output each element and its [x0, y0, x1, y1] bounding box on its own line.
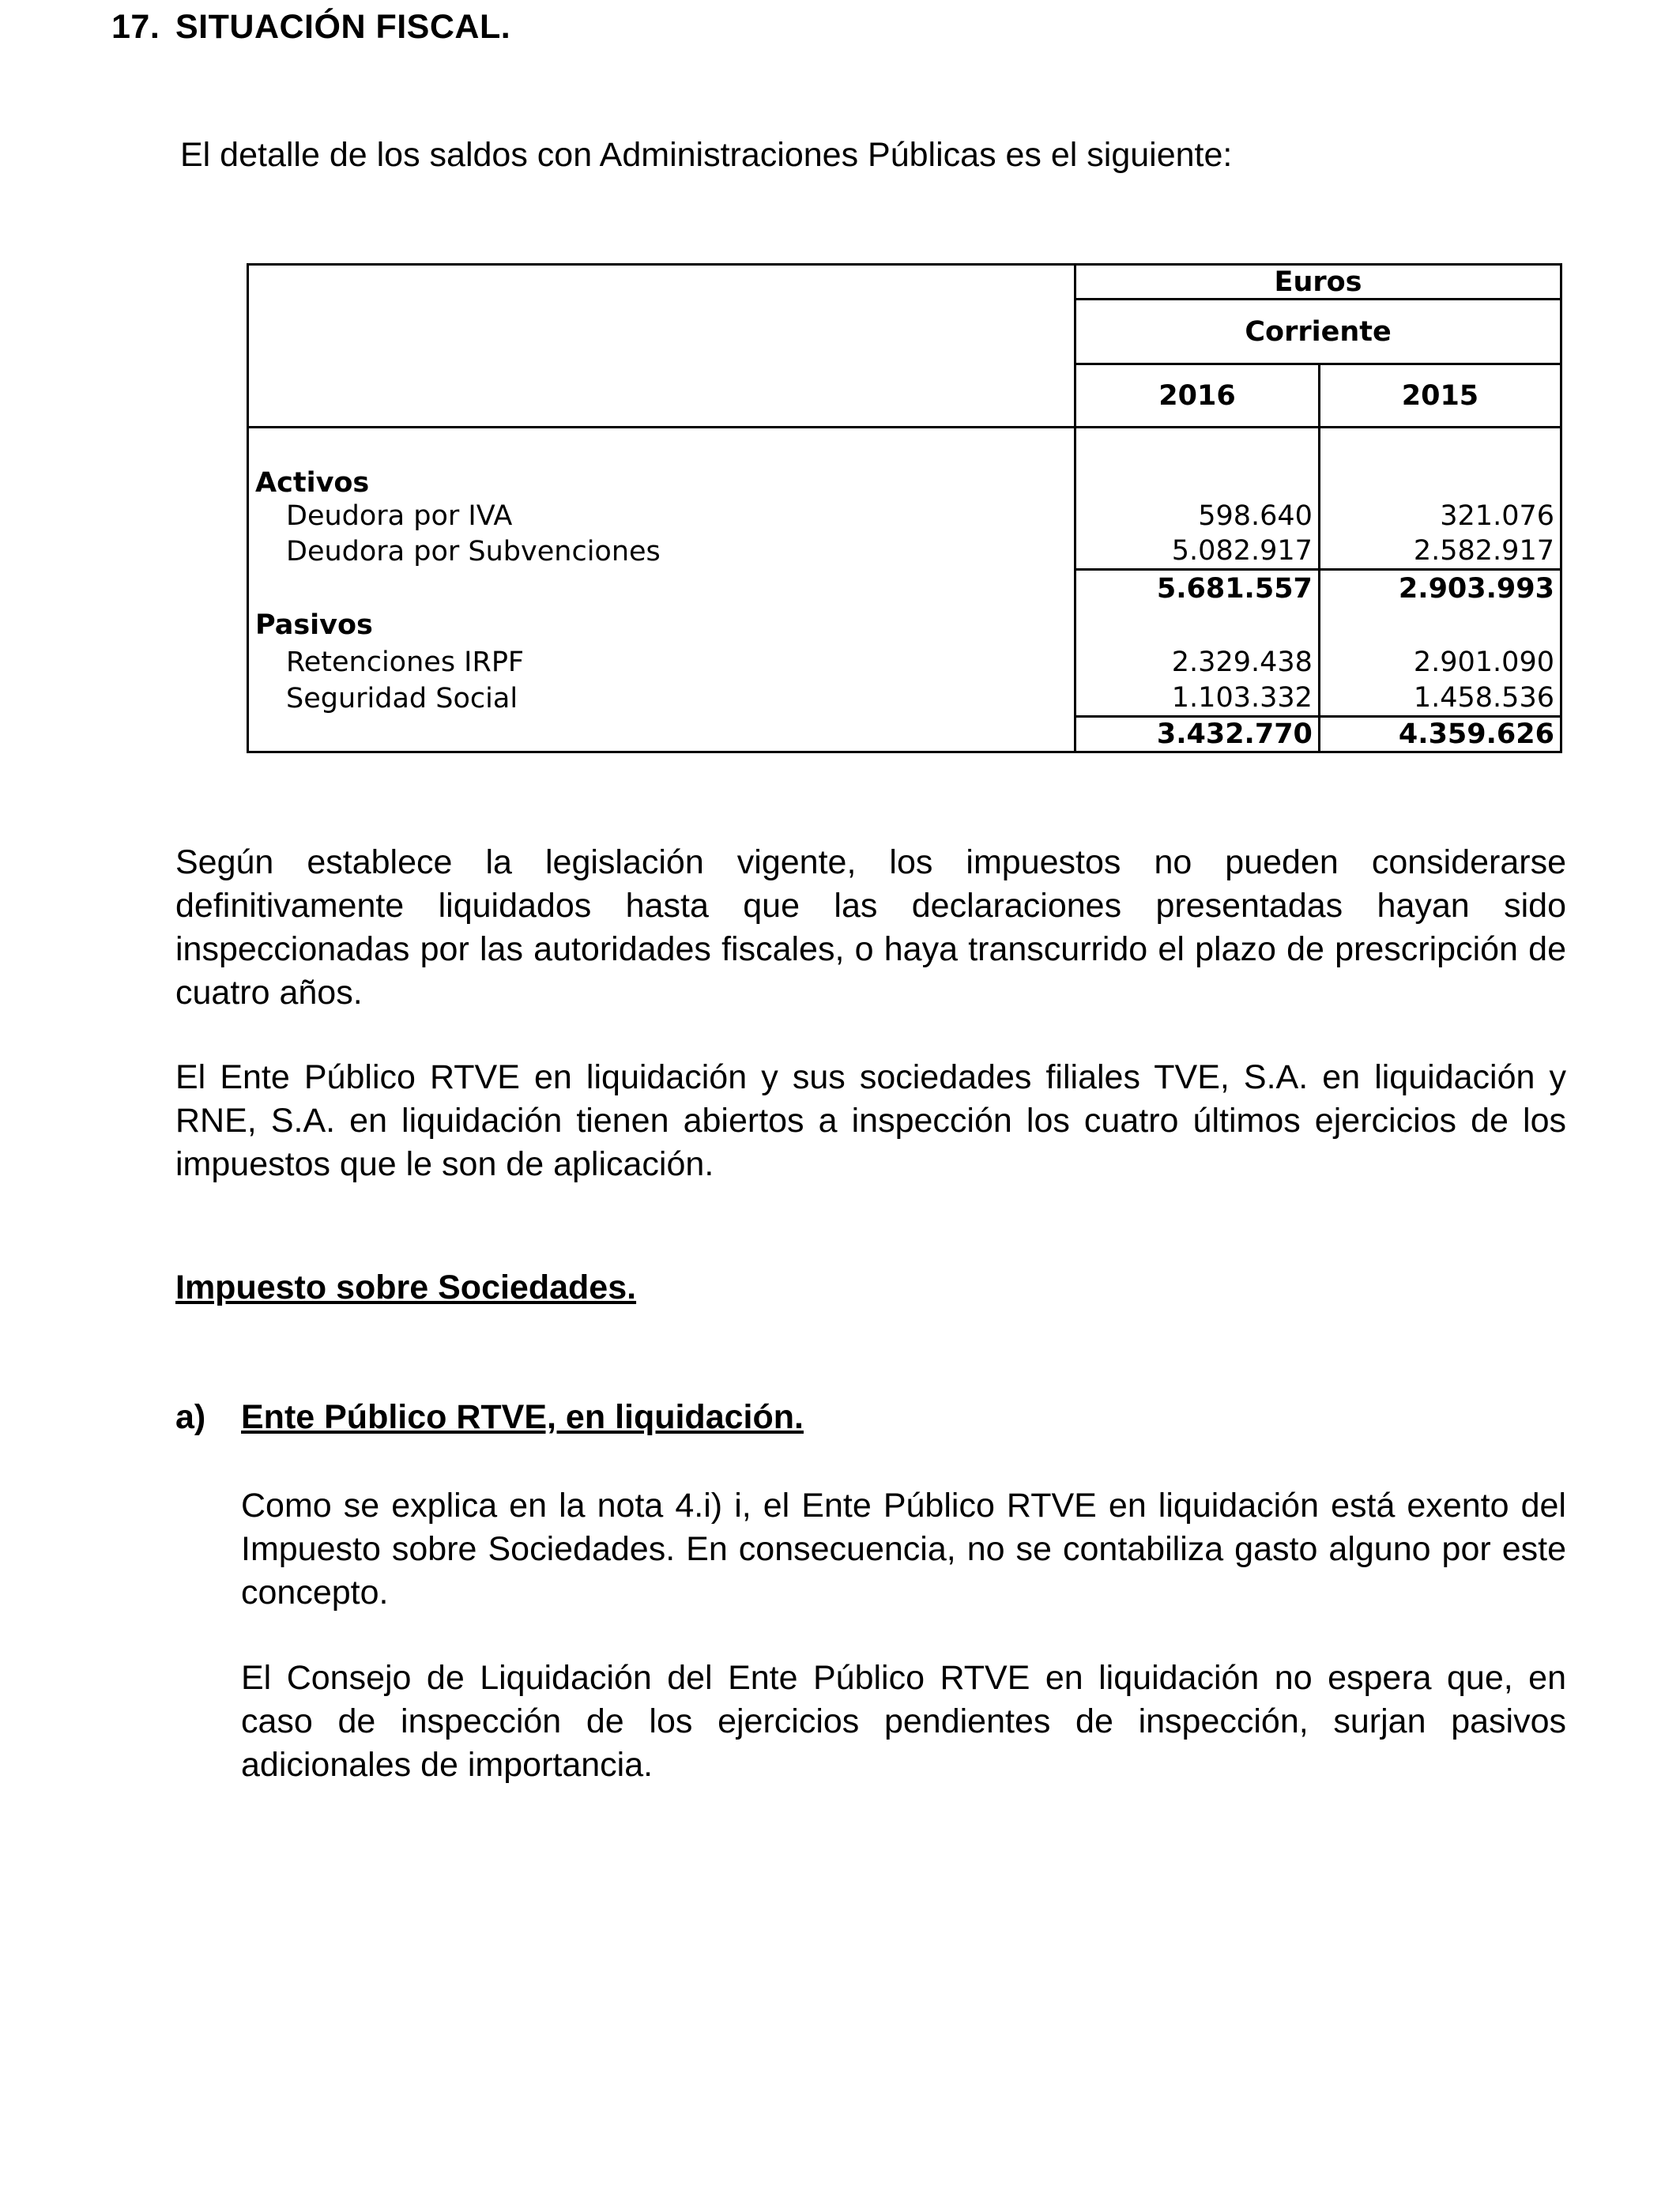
row-label: Deudora por IVA [248, 499, 1075, 534]
header-type: Corriente [1075, 300, 1561, 364]
row-value-2015: 1.458.536 [1319, 681, 1561, 717]
item-a-label: a) [175, 1398, 206, 1436]
intro-text: El detalle de los saldos con Administraciones Públicas es el siguiente: [180, 136, 1233, 174]
row-value-2016: 2.329.438 [1075, 643, 1320, 681]
row-value-2016: 1.103.332 [1075, 681, 1320, 717]
section-title: SITUACIÓN FISCAL. [175, 8, 511, 46]
table-row [248, 534, 1561, 570]
subtotal-row [248, 570, 1561, 608]
subtotal-2016: 5.681.557 [1075, 570, 1320, 608]
row-value-2016: 598.640 [1075, 499, 1320, 534]
subheading-corporate-tax: Impuesto sobre Sociedades. [175, 1269, 637, 1306]
row-label: Deudora por Subvenciones [248, 534, 1075, 570]
section-label-activos: Activos [248, 428, 1075, 499]
header-year-2016: 2016 [1075, 364, 1320, 428]
paragraph-exemption: Como se explica en la nota 4.i) i, el Ente Público RTVE en liquidación está exento del Impuesto sobre Sociedades. En consecuencia, no se contabiliza gasto alguno por este concepto. [241, 1487, 1566, 1612]
header-currency: Euros [1075, 265, 1561, 300]
item-a-title: Ente Público RTVE, en liquidación. [241, 1398, 804, 1436]
table-row [248, 681, 1561, 717]
subtotal-2016: 3.432.770 [1075, 717, 1320, 752]
subtotal-row [248, 717, 1561, 752]
paragraph-inspection: El Ente Público RTVE en liquidación y sus sociedades filiales TVE, S.A. en liquidación y RNE, S.A. en liquidación tienen abiertos a inspección los cuatro últimos ejercicios de los impuestos que le son de aplicación. [175, 1058, 1566, 1183]
subtotal-2015: 4.359.626 [1319, 717, 1561, 752]
balances-table [247, 263, 1562, 753]
section-label-pasivos: Pasivos [248, 608, 1075, 643]
subtotal-2015: 2.903.993 [1319, 570, 1561, 608]
row-label: Retenciones IRPF [248, 643, 1075, 681]
row-value-2015: 2.582.917 [1319, 534, 1561, 570]
paragraph-council: El Consejo de Liquidación del Ente Público RTVE en liquidación no espera que, en caso de inspección de los ejercicios pendientes de inspección, surjan pasivos adicionales de importancia. [241, 1659, 1566, 1784]
table-row [248, 499, 1561, 534]
row-value-2015: 2.901.090 [1319, 643, 1561, 681]
header-year-2015: 2015 [1319, 364, 1561, 428]
row-value-2016: 5.082.917 [1075, 534, 1320, 570]
row-label: Seguridad Social [248, 681, 1075, 717]
table-header-empty [248, 265, 1075, 428]
section-heading [111, 8, 510, 47]
section-number: 17. [111, 8, 160, 46]
paragraph-prescription: Según establece la legislación vigente, los impuestos no pueden considerarse definitivamente liquidados hasta que las declaraciones presentadas hayan sido inspeccionadas por las autoridades fiscales, o haya transcurrido el plazo de prescripción de cuatro años. [175, 843, 1566, 1012]
table-row [248, 643, 1561, 681]
row-value-2015: 321.076 [1319, 499, 1561, 534]
